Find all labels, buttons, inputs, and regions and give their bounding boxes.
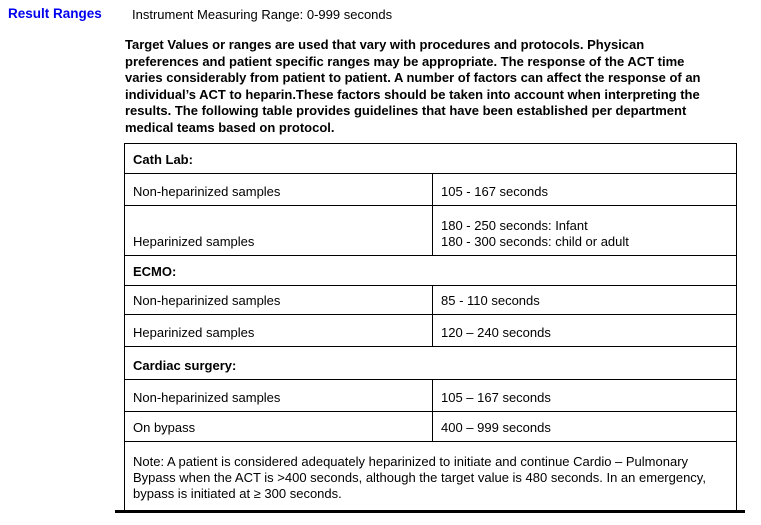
note-cell [125,442,737,513]
paragraph-line: preferences and patient specific ranges may be appropriate. The response of the ACT time [125,53,685,69]
range-value-cell: 85 - 110 seconds [433,286,737,315]
note-line: Note: A patient is considered adequately heparinized to initiate and continue Cardio – Pulmonary [133,454,689,469]
range-value-cell [433,206,737,256]
sample-type-cell: Non-heparinized samples [125,286,433,315]
paragraph-line: results. The following table provides guidelines that have been established per department [125,103,687,118]
sample-type-cell: Non-heparinized samples [125,174,433,206]
table-row [125,315,737,347]
note-line: bypass is initiated at ≥ 300 seconds. [133,486,342,501]
result-ranges-heading: Result Ranges [8,6,102,21]
measuring-range-text: Instrument Measuring Range: 0-999 seconds [132,7,393,22]
section-bottom-rule [115,510,745,513]
table-row [125,144,737,174]
note-line: Bypass when the ACT is >400 seconds, although the target value is 480 seconds. In an emergency, [133,470,706,485]
table-row [125,347,737,380]
table-row [125,380,737,412]
range-value-cell: 120 – 240 seconds [433,315,737,347]
range-value-cell: 105 – 167 seconds [433,380,737,412]
section-header-cardiac-surgery: Cardiac surgery: [125,347,737,380]
sample-type-cell: On bypass [125,412,433,442]
sample-type-cell: Heparinized samples [125,315,433,347]
range-value-cell: 400 – 999 seconds [433,412,737,442]
table-row [125,412,737,442]
paragraph-line: individual’s ACT to heparin.These factors should be taken into account when interpreting the [125,86,700,102]
sample-type-cell: Non-heparinized samples [125,380,433,412]
range-value-line: 180 - 300 seconds: child or adult [441,234,629,249]
paragraph-line: Target Values or ranges are used that vary with procedures and protocols. Physican [125,37,645,52]
section-header-cath-lab: Cath Lab: [125,144,737,174]
range-value-line: 180 - 250 seconds: Infant [441,218,588,233]
result-ranges-table [124,143,737,513]
table-row [125,206,737,256]
table-row [125,174,737,206]
section-header-ecmo: ECMO: [125,256,737,286]
range-value-cell: 105 - 167 seconds [433,174,737,206]
table-row [125,286,737,315]
target-values-paragraph [125,37,747,136]
table-row [125,256,737,286]
paragraph-line: varies considerably from patient to patient. A number of factors can affect the response of an [125,70,701,85]
sample-type-cell: Heparinized samples [125,206,433,256]
table-row [125,442,737,513]
paragraph-line: medical teams based on protocol. [125,119,335,135]
